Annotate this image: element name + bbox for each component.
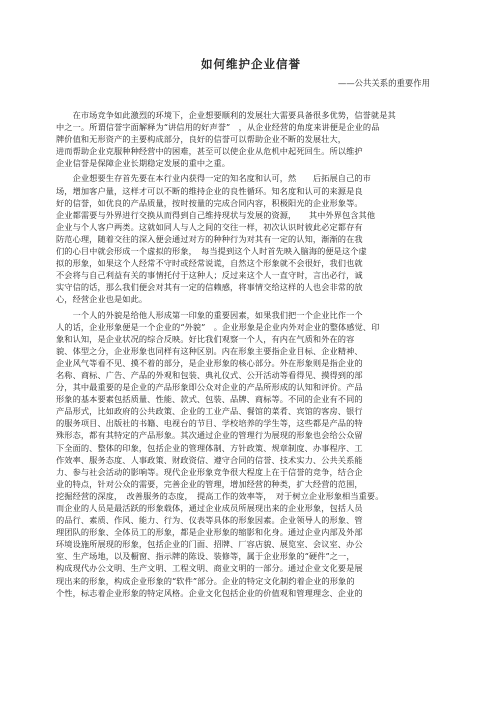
text-line: 作效率、服务态度、人事政策、财政资信、遵守合同的信誉、技术实力、公共关系能 (56, 454, 363, 465)
document-body (56, 109, 446, 599)
text-line: 挖掘经营的深度， 改善服务的态度， 提高工作的效率等， 对于树立企业形象相当重要。 (56, 490, 384, 501)
text-line: 进而帮助企业克服种种经营中的困难，甚至可以使企业从危机中起死回生。所以维护 (56, 146, 363, 157)
text-line: 貌、体型之分，企业形象也同样有这种区别。内在形象主要指企业目标、企业精神、 (56, 345, 363, 356)
text-line: 的品行、素质、作风、能力、行为、仪表等具体的形象因素。企业领导人的形象、管 (56, 515, 363, 526)
text-line: 产品形式，比如政府的公共政策、企业的工业产品、餐馆的菜肴、宾馆的客房、银行 (56, 406, 363, 417)
text-line: 不会将与自己利益有关的事情托付于这种人；反过来这个人一直守时，言出必行，诚 (56, 270, 363, 281)
text-line: 心，经营企业也是如此。 (56, 294, 148, 305)
text-line: 环境设施所展现的形象，包括企业的门面、招牌、厂容店貌、展览室、会议室、办公 (56, 539, 363, 550)
text-line: 下全面的、整体的印象，包括企业的管理体制、方针政策、规章制度、办事程序、工 (56, 442, 363, 453)
text-line: 室、生产场地，以及橱窗、指示牌的陈设、装修等，属于企业形象的“硬件”之一， (56, 551, 355, 562)
text-line: 形象的基本要素包括质量、性能、款式、包装、品牌、商标等。不同的企业有不同的 (56, 394, 363, 405)
text-line: 牌价值和无形资产的主要构成部分，良好的信誉可以帮助企业不断的发展壮大， (56, 134, 347, 145)
text-line: 象和认知，是企业状况的综合反映。好比我们观察一个人，有内在气质和外在的容 (56, 333, 355, 344)
text-line: 人的话，企业形象便是一个企业的“外貌” 。企业形象是企业内外对企业的整体感觉、印 (56, 321, 380, 332)
text-line: 现出来的形象，构成企业形象的“软件”部分。企业的特定文化制约着企业的形象的 (56, 575, 355, 586)
text-line: 企业都需要与外界进行交换从而得到自己维持现状与发展的资源， 其中外界包含其他 (56, 209, 376, 220)
text-line: 个性，标志着企业形象的特定风格。企业文化包括企业的价值观和管理理念、企业的 (56, 587, 363, 598)
text-line: 而企业的人员是最活跃的形象载体，通过企业成员所展现出来的企业形象，包括人员 (56, 503, 363, 513)
text-line: 业的特点，针对公众的需要，完善企业的管理，增加经营的种类，扩大经营的范围， (56, 478, 363, 489)
text-line: 名称、商标、广告、产品的外观和包装、典礼仪式、公开活动等看得见、摸得到的部 (56, 369, 363, 380)
text-line: 分，其中最重要的是企业的产品形象即公众对企业的产品所形成的认知和评价。产品 (56, 382, 363, 393)
text-line: 构成现代办公文明、生产文明、工程文明、商业文明的一部分。通过企业文化要是展 (56, 563, 363, 574)
text-line: 中之一。所谓信誉字面解释为“讲信用的好声誉” ，从企业经营的角度来讲便是企业的品 (56, 122, 380, 133)
text-line: 的服务项目、出版社的书籍、电视台的节目、学校培养的学生等，这些都是产品的特 (56, 418, 363, 429)
text-line: 防范心理，随着交往的深入便会通过对方的种种行为对其有一定的认知，渐渐的在我 (56, 233, 363, 244)
text-line: 理团队的形象、全体员工的形象，都是企业形象的缩影和化身。通过企业内部及外部 (56, 527, 363, 538)
text-line: 企业信誉是保障企业长期稳定发展的重中之重。 (56, 158, 231, 169)
text-line: 力、参与社会活动的影响等。现代企业形象竞争很大程度上在于信誉的竞争，结合企 (56, 466, 363, 477)
text-line: 在市场竞争如此激烈的环境下，企业想要顺利的发展壮大需要具备很多优势，信誉就是其 (56, 110, 396, 120)
text-line: 们的心目中就会形成一个虚拟的形象， 每当提到这个人时首先映入脑海的便是这个虚 (56, 246, 367, 257)
text-line: 企业与个人客户两类。这就如同人与人之间的交往一样，初次认识时彼此必定都存有 (56, 221, 363, 232)
text-line: 拟的形象，如果这个人经常不守时或经常说谎，自然这个形象就不会很好，我们也就 (56, 258, 363, 269)
text-line: 殊形态，都有其特定的产品形象。其次通过企业的管理行为展现的形象也会给公众留 (56, 430, 363, 441)
text-line: 企业想要生存首先要在本行业内获得一定的知名度和认可，然 后拓展自己的市 (56, 173, 371, 184)
text-line: 场，增加客户量，这样才可以不断的维持企业的良性循环。知名度和认可的来源是良 (56, 185, 363, 196)
text-line: 实守信的话，那么我们便会对其有一定的信赖感，将事情交给这样的人也会非常的放 (56, 282, 363, 293)
text-line: 一个人的外貌是给他人形成第一印象的重要因素，如果我们把一个企业比作一个 (56, 309, 363, 320)
page-subtitle: ——公共关系的重要作用 (337, 78, 430, 88)
text-line: 好的信誉，如优良的产品质量，按时按量的完成合同内容，积极阳光的企业形象等。 (56, 197, 363, 208)
page-title: 如何维护企业信誉 (201, 57, 301, 71)
text-line: 企业风气等看不见、摸不着的部分，是企业形象的核心部分。外在形象则是指企业的 (56, 357, 363, 368)
